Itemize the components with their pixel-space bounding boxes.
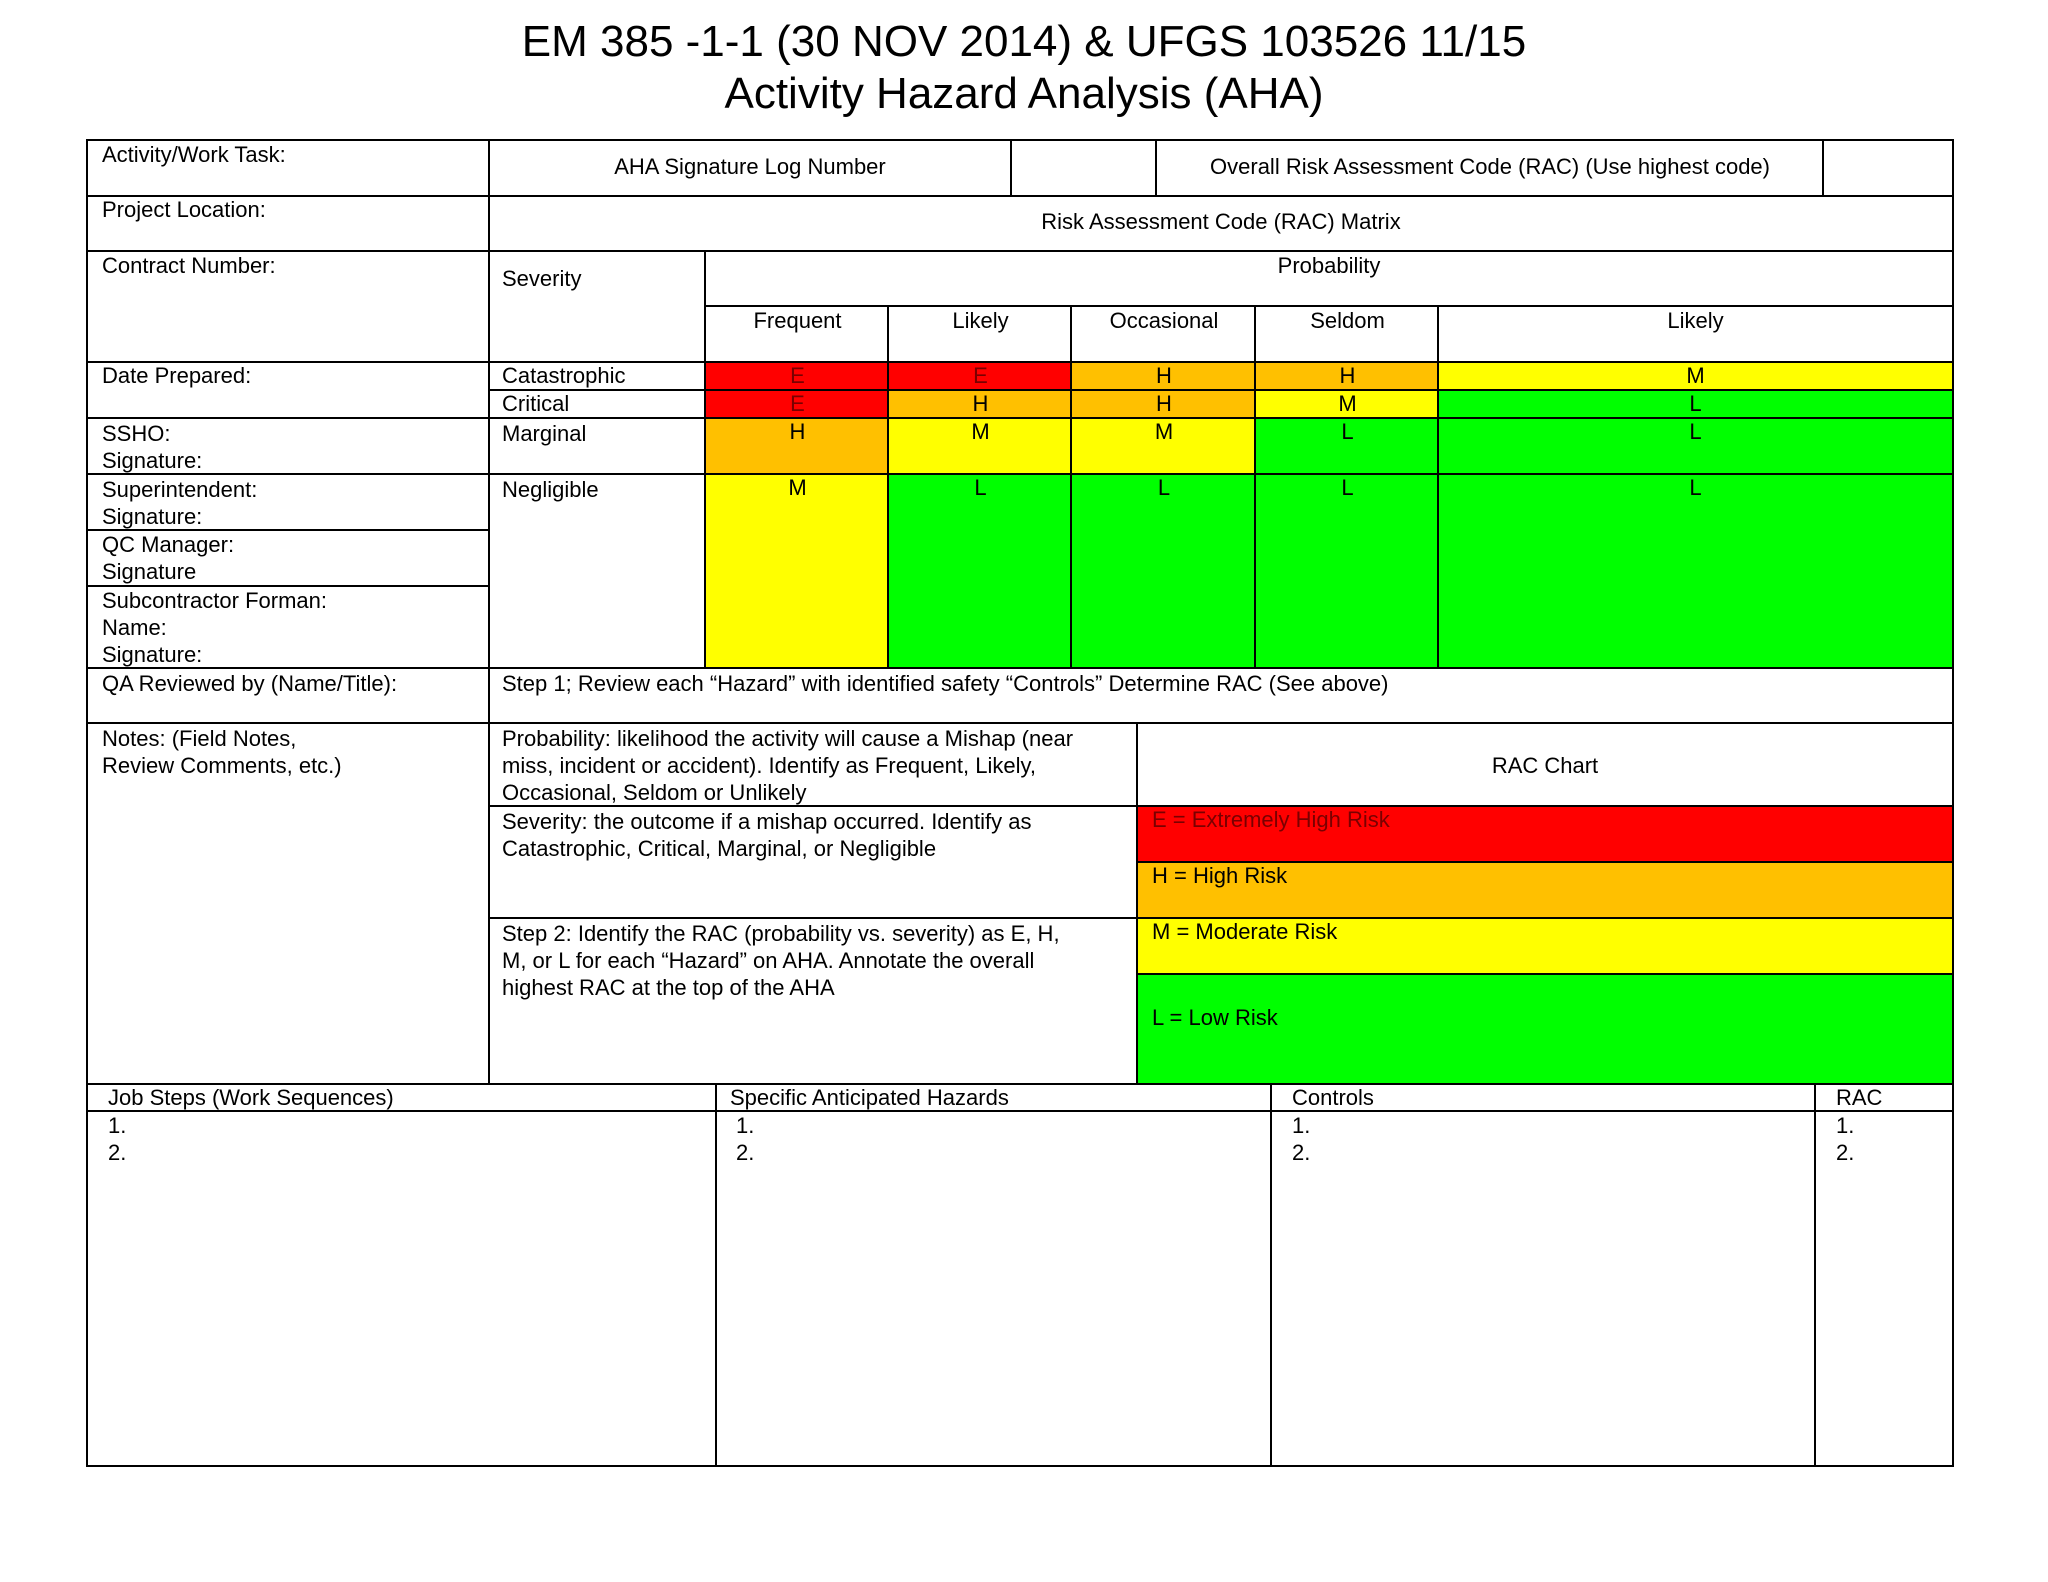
grid-line <box>1437 305 1439 668</box>
grid-line <box>86 139 88 1467</box>
grid-line <box>86 139 1954 141</box>
qa-reviewed-by-label: QA Reviewed by (Name/Title): <box>102 671 398 696</box>
grid-line <box>704 250 706 668</box>
rac-cell-marginal-likely-2: L <box>1439 418 1952 474</box>
hazards-header: Specific Anticipated Hazards <box>730 1085 1009 1110</box>
grid-line <box>1270 1083 1272 1467</box>
grid-line <box>86 473 1954 475</box>
rac-cell-critical-seldom: M <box>1256 390 1439 418</box>
grid-line <box>488 917 1954 919</box>
rac-cell-critical-frequent: E <box>706 390 889 418</box>
grid-line <box>715 1083 717 1467</box>
grid-line <box>1070 305 1072 668</box>
severity-header: Severity <box>502 266 582 291</box>
rac-cell-marginal-seldom: L <box>1256 418 1439 474</box>
grid-line <box>1814 1083 1816 1467</box>
subcontractor-foreman-label: Subcontractor Forman: Name: Signature: <box>102 588 327 667</box>
grid-line <box>1137 861 1954 863</box>
grid-line <box>488 139 490 1084</box>
contract-number-label: Contract Number: <box>102 253 276 278</box>
rac-chart-low: L = Low Risk <box>1138 974 1952 1084</box>
qc-manager-signature-label: QC Manager: Signature <box>102 532 235 584</box>
grid-line <box>86 1083 1954 1085</box>
controls-header: Controls <box>1292 1085 1374 1110</box>
hazards-entries[interactable]: 1. 2. <box>736 1113 755 1165</box>
probability-frequent: Frequent <box>753 308 842 333</box>
overall-rac-label: Overall Risk Assessment Code (RAC) (Use highest code) <box>1210 154 1770 179</box>
step-1-text: Step 1; Review each “Hazard” with identified safety “Controls” Determine RAC (See above) <box>502 671 1389 696</box>
rac-cell-catastrophic-likely: E <box>889 362 1072 390</box>
grid-line <box>705 305 1954 307</box>
rac-cell-catastrophic-frequent: E <box>706 362 889 390</box>
rac-chart-extremely-high: E = Extremely High Risk <box>1138 806 1952 862</box>
probability-likely: Likely <box>952 308 1009 333</box>
grid-line <box>1010 139 1012 196</box>
grid-line <box>86 722 1954 724</box>
job-steps-entries[interactable]: 1. 2. <box>108 1113 127 1165</box>
superintendent-signature-label: Superintendent: Signature: <box>102 477 258 529</box>
probability-likely-2: Likely <box>1667 308 1724 333</box>
rac-cell-catastrophic-seldom: H <box>1256 362 1439 390</box>
rac-cell-negligible-occasional: L <box>1072 474 1256 668</box>
grid-line <box>86 417 1954 419</box>
grid-line <box>887 305 889 668</box>
probability-header: Probability <box>1277 253 1381 278</box>
job-steps-header: Job Steps (Work Sequences) <box>108 1085 394 1110</box>
rac-cell-catastrophic-likely-2: M <box>1439 362 1952 390</box>
rac-cell-negligible-frequent: M <box>706 474 889 668</box>
grid-line <box>488 805 1954 807</box>
rac-cell-marginal-likely: M <box>889 418 1072 474</box>
document-subtitle: Activity Hazard Analysis (AHA) <box>724 69 1324 118</box>
grid-line <box>1155 139 1157 196</box>
activity-work-task-label: Activity/Work Task: <box>102 142 286 167</box>
rac-chart-moderate: M = Moderate Risk <box>1138 918 1952 974</box>
controls-entries[interactable]: 1. 2. <box>1292 1113 1311 1165</box>
document-title: EM 385 -1-1 (30 NOV 2014) & UFGS 103526 11/15 <box>521 17 1527 66</box>
rac-cell-negligible-likely-2: L <box>1439 474 1952 668</box>
rac-cell-critical-likely-2: L <box>1439 390 1952 418</box>
step-2-text: Step 2: Identify the RAC (probability vs. severity) as E, H, M, or L for each “Hazard” on AHA. Annotate the overall highest RAC at the top of the AHA <box>502 921 1060 1000</box>
grid-line <box>1137 973 1954 975</box>
aha-signature-log-number-field[interactable] <box>1012 141 1154 195</box>
probability-occasional: Occasional <box>1109 308 1219 333</box>
grid-line <box>86 529 490 531</box>
severity-marginal: Marginal <box>502 421 587 446</box>
severity-definition: Severity: the outcome if a mishap occurred. Identify as Catastrophic, Critical, Marginal, or Negligible <box>502 809 1032 861</box>
date-prepared-label: Date Prepared: <box>102 363 252 388</box>
notes-label: Notes: (Field Notes, Review Comments, etc.) <box>102 726 342 778</box>
grid-line <box>1952 139 1954 1467</box>
ssho-signature-label: SSHO: Signature: <box>102 421 203 473</box>
aha-signature-log-number-label: AHA Signature Log Number <box>614 154 886 179</box>
rac-matrix-title: Risk Assessment Code (RAC) Matrix <box>1041 209 1401 234</box>
rac-cell-negligible-likely: L <box>889 474 1072 668</box>
grid-line <box>86 667 1954 669</box>
grid-line <box>86 250 1954 252</box>
probability-seldom: Seldom <box>1310 308 1385 333</box>
rac-header: RAC <box>1836 1085 1883 1110</box>
rac-chart-high: H = High Risk <box>1138 862 1952 918</box>
grid-line <box>488 389 1954 391</box>
project-location-label: Project Location: <box>102 197 266 222</box>
grid-line <box>86 195 1954 197</box>
probability-definition: Probability: likelihood the activity will cause a Mishap (near miss, incident or accident). Identify as Frequent, Likely, Occasional, Seldom or Unlikely <box>502 726 1074 805</box>
overall-rac-field[interactable] <box>1826 141 1952 195</box>
rac-cell-negligible-seldom: L <box>1256 474 1439 668</box>
severity-negligible: Negligible <box>502 477 599 502</box>
rac-cell-marginal-frequent: H <box>706 418 889 474</box>
rac-cell-marginal-occasional: M <box>1072 418 1256 474</box>
grid-line <box>1254 305 1256 668</box>
severity-critical: Critical <box>502 391 570 416</box>
rac-cell-critical-occasional: H <box>1072 390 1256 418</box>
grid-line <box>1822 139 1824 196</box>
grid-line <box>86 361 1954 363</box>
severity-catastrophic: Catastrophic <box>502 363 626 388</box>
grid-line <box>86 585 490 587</box>
grid-line <box>1136 722 1138 1084</box>
rac-cell-critical-likely: H <box>889 390 1072 418</box>
grid-line <box>86 1110 1954 1112</box>
grid-line <box>86 1465 1954 1467</box>
rac-cell-catastrophic-occasional: H <box>1072 362 1256 390</box>
rac-entries[interactable]: 1. 2. <box>1836 1113 1855 1165</box>
rac-chart-title: RAC Chart <box>1491 753 1599 778</box>
